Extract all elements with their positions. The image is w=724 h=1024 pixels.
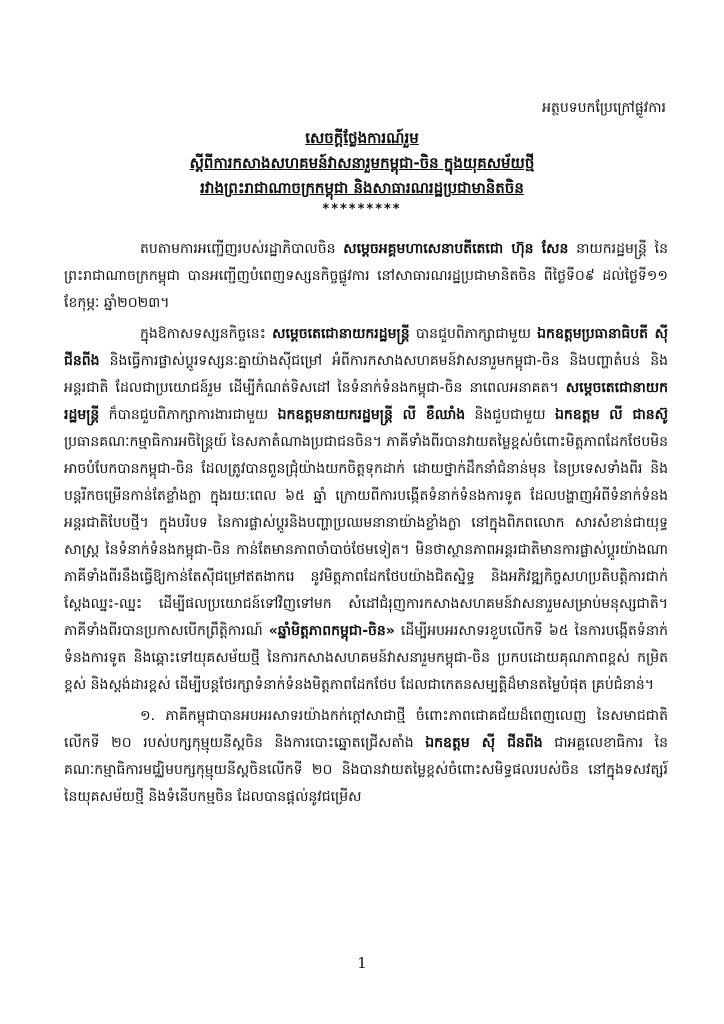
bold-text-run: ឯកឧត្តម លី ជានស៊ូ [555,407,668,423]
text-run: និងធ្វើការផ្លាស់ប្តូរទស្សនៈគ្នាយ៉ាងស៊ីជម្រៅ អំពីការកសាងសហគមន៍វាសនារួមកម្ពុជា-ចិន និងបញ្ហាតំបន់ និងអន្តរជាតិ ដែលជាប្រយោជន៍រួម ដើម្បីកំណត់ទិសដៅ នៃទំនាក់ទំនងកម្ពុជា-ចិន នាពេលអនាគត។ [64,353,668,396]
paragraph-point-1 [64,703,668,811]
text-run: និងជួបជាមួយ [465,407,556,423]
unofficial-translation-note: អត្ថបទបកប្រែក្រៅផ្លូវការ [542,100,666,116]
title-separator: ********* [322,202,402,217]
text-run: ប្រធានគណៈកម្មាធិការអចិន្ត្រៃយ៍ នៃសភាតំណាងប្រជាជនចិន។ ភាគីទាំងពីរបានវាយតម្លៃខ្ពស់ចំពោះមិត្តភាពដែកថែបមិនអាចបំបែកបានកម្ពុជា-ចិន ដែលត្រូវបានពួនជ្រុំយ៉ាងយកចិត្តទុកដាក់ ដោយថ្នាក់ដឹកនាំជំនាន់មុន នៃប្រទេសទាំងពីរ និងបន្តរីកចម្រើនកាន់តែខ្លាំងក្លា ក្នុងរយៈពេល ៦៥ ឆ្នាំ ក្រោយពីការបង្កើតទំនាក់ទំនងការទូត ដែលបង្ហាញអំពីទំនាក់ទំនងអន្តរជាតិបែបថ្មី។ ក្នុងបរិបទ នៃការផ្លាស់ប្តូរនិងបញ្ហាប្រឈមនានាយ៉ាងខ្លាំងក្លា នៅក្នុងពិភពលោក សារសំខាន់ជាយុទ្ធសាស្ត្រ នៃទំនាក់ទំនងកម្ពុជា-ចិន កាន់តែមានភាពចាំបាច់ថែមទៀត។ មិនថាស្ថានភាពអន្តរជាតិមានការផ្លាស់ប្តូរយ៉ាងណា ភាគីទាំងពីរនឹងធ្វើឱ្យកាន់តែស៊ីជម្រៅឥតងាករេ នូវមិត្តភាពដែកថែបយ៉ាងជិតស្និទ្ធ និងអភិវឌ្ឍកិច្ចសហប្រតិបត្តិការជាក់ស្តែងឈ្នះ-ឈ្នះ ដើម្បីផលប្រយោជន៍ទៅវិញទៅមក សំដៅជំរុញការកសាងសហគមន៍វាសនារួមសម្រាប់មនុស្សជាតិ។ ភាគីទាំងពីរបានប្រកាសបើកព្រឹត្តិការណ៍ [64,434,669,639]
text-run: ១. ភាគីកម្ពុជាបានអបអរសាទរយ៉ាងកក់ក្តៅសាជាថ្មី ចំពោះភាពជោគជ័យដ៏ពេញលេញ នៃសមាជជាតិលើកទី ២០ របស់បក្សកុម្មុយនីស្តចិន និងការបោះឆ្នោតជ្រើសតាំង [64,708,668,751]
text-run: នាយករដ្ឋមន្ត្រី នៃព្រះរាជាណាចក្រកម្ពុជា បានអញ្ជើញបំពេញទស្សនកិច្ចផ្លូវការ នៅសាធារណរដ្ឋប្រជាមានិតចិន ពីថ្ងៃទី០៩ ដល់ថ្ងៃទី១១ ខែកុម្ភៈ ឆ្នាំ២០២៣។ [64,241,668,311]
text-run: ជាអគ្គលេខាធិការ នៃគណៈកម្មាធិការមជ្ឈិមបក្សកុម្មុយនីស្តចិនលើកទី ២០ និងបានវាយតម្លៃខ្ពស់ចំពោះសមិទ្ធផលរបស់ចិន នៅក្នុងទសវត្សរ៍ នៃយុគសម័យថ្មី និងទំនើបកម្មចិន ដែលបានផ្តល់នូវជម្រើស [64,735,668,805]
page-number: 1 [357,954,367,972]
text-run: ក្នុងឱកាសទស្សនកិច្ចនេះ [140,326,273,342]
text-run: តបតាមការអញ្ជើញរបស់រដ្ឋាភិបាលចិន [140,241,344,257]
bold-text-run: ឯកឧត្តមនាយករដ្ឋមន្ត្រី លី ខឺឈាំង [277,407,466,423]
text-run: ក៏បានជួបពិភាក្សាការងារជាមួយ [99,407,278,423]
text-run: បានជួបពិភាក្សាជាមួយ [409,326,538,342]
title-line-3: រវាងព្រះរាជាណាចក្រកម្ពុជា និងសាធារណរដ្ឋប្រជាមានិតចិន [200,179,524,197]
bold-text-run: ឯកឧត្តមប្រធានាធិបតី ស៊ី ជីនពីង [64,326,668,369]
paragraph-meetings [64,321,668,699]
bold-text-run: «ឆ្នាំមិត្តភាពកម្ពុជា-ចិន» [268,623,395,639]
bold-text-run: ឯកឧត្តម ស៊ី ជីនពីង [425,735,543,751]
statement-title [60,126,664,217]
paragraph-intro [64,236,668,317]
statement-body [64,236,668,815]
title-line-1: សេចក្តីថ្លែងការណ៍រួម [305,129,419,147]
bold-text-run: សម្តេចតេជោនាយករដ្ឋមន្ត្រី [272,326,410,342]
title-line-2: ស្តីពីការកសាងសហគមន៍វាសនារួមកម្ពុជា-ចិន ក្នុងយុគសម័យថ្មី [189,154,535,172]
text-run: ដើម្បីអបអរសាទរខួបលើកទី ៦៥ នៃការបង្កើតទំនាក់ទំនងការទូត និងឆ្ពោះទៅយុគសម័យថ្មី នៃការកសាងសហគមន៍វាសនារួមកម្ពុជា-ចិន ប្រកបដោយគុណភាពខ្ពស់ កម្រិតខ្ពស់ និងស្តង់ដារខ្ពស់ ដើម្បីបន្តថែរក្សាទំនាក់ទំនងមិត្តភាពដែកថែប ដែលជាកេតនសម្បត្តិដ៏មានតម្លៃបំផុត គ្រប់ជំនាន់។ [64,623,668,693]
bold-text-run: សម្តេចអគ្គមហាសេនាបតីតេជោ ហ៊ុន សែន [343,241,569,257]
bold-text-run: សម្តេចតេជោនាយករដ្ឋមន្ត្រី [64,380,668,423]
